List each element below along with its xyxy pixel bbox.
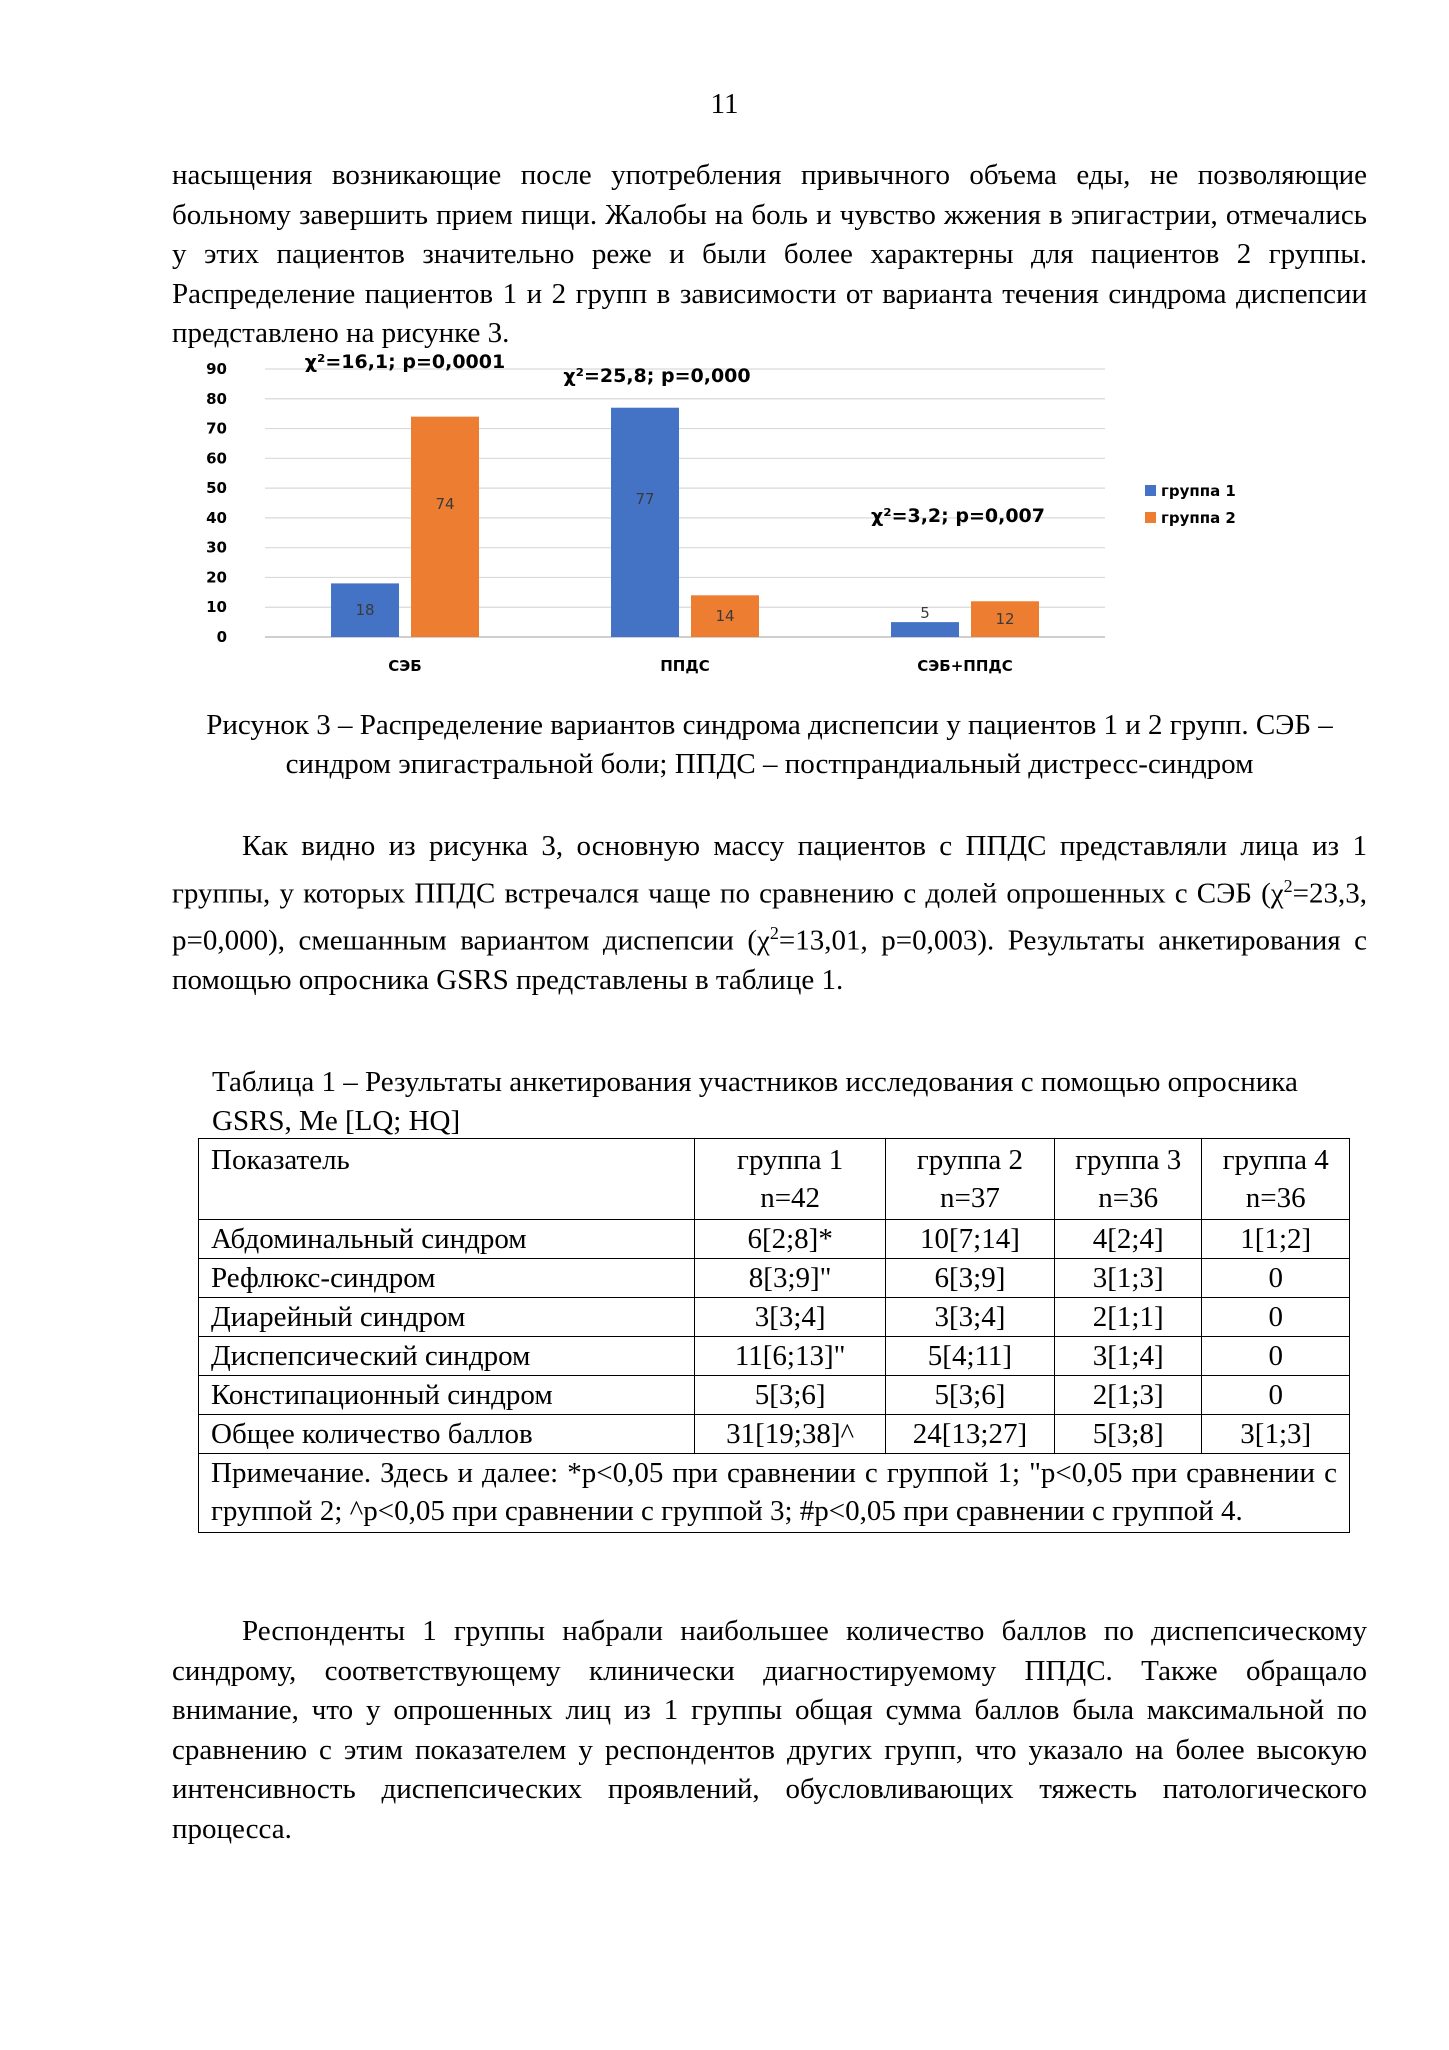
- y-tick-label: 80: [206, 389, 227, 408]
- y-tick-label: 50: [206, 479, 227, 498]
- cell-value: 5[3;8]: [1054, 1415, 1202, 1454]
- paragraph-discussion: Как видно из рисунка 3, основную массу пациентов с ППДС представляли лица из 1 группы, у которых ППДС встречался чаще по сравнению с долей опрошенных с СЭБ ($\chi^2=23,3$, p=0,000), смешанным вариантом диспепсии ($\chi^2=13,01$, p=0,003). Результаты анкетирования с помощью опросника GSRS представлены в таблице 1.: [172, 830, 1367, 996]
- table-note-row: [199, 1454, 1350, 1533]
- page-number: 11: [710, 88, 739, 120]
- row-name: Констипационный синдром: [199, 1376, 695, 1415]
- table-row: [199, 1259, 1350, 1298]
- bar: [411, 417, 479, 637]
- cell-value: 5[3;6]: [885, 1376, 1054, 1415]
- bar-value-label: 18: [355, 601, 375, 620]
- header-group-3: [1054, 1139, 1202, 1220]
- row-name: Абдоминальный синдром: [199, 1220, 695, 1259]
- figure-caption: Рисунок 3 – Распределение вариантов синдрома диспепсии у пациентов 1 и 2 групп. СЭБ – синдром эпигастральной боли; ППДС – постпрандиальный дистресс-синдром: [206, 709, 1333, 780]
- header-group-2-name: группа 2: [916, 1144, 1024, 1176]
- cell-value: 0: [1202, 1259, 1350, 1298]
- bar-chart-svg: [205, 352, 1345, 697]
- header-group-4-name: группа 4: [1222, 1144, 1329, 1176]
- bar: [611, 408, 679, 637]
- header-group-1: [695, 1139, 886, 1220]
- cell-value: 0: [1202, 1376, 1350, 1415]
- y-tick-label: 60: [206, 449, 227, 468]
- y-tick-label: 70: [206, 419, 227, 438]
- gsrs-table: [198, 1138, 1350, 1533]
- table-note: Примечание. Здесь и далее: *p<0,05 при сравнении с группой 1; "p<0,05 при сравнении с группой 2; ^p<0,05 при сравнении с группой 3; #p<0,05 при сравнении с группой 4.: [199, 1454, 1350, 1533]
- bar-value-label: 12: [995, 610, 1015, 629]
- table-row: [199, 1337, 1350, 1376]
- paragraph-intro: насыщения возникающие после употребления привычного объема еды, не позволяющие больному завершить прием пищи. Жалобы на боль и чувство жжения в эпигастрии, отмечались у этих пациентов значительно реже и были более характерны для пациентов 2 группы. Распределение пациентов 1 и 2 групп в зависимости от варианта течения синдрома диспепсии представлено на рисунке 3.: [172, 159, 1367, 349]
- cell-value: 3[3;4]: [695, 1298, 886, 1337]
- cell-value: 8[3;9]": [695, 1259, 886, 1298]
- y-tick-label: 30: [206, 538, 227, 557]
- table-row: [199, 1415, 1350, 1454]
- header-group-4-n: n=36: [1245, 1182, 1306, 1214]
- paragraph-conclusion: Респонденты 1 группы набрали наибольшее количество баллов по диспепсическому синдрому, соответствующему клинически диагностируемому ППДС. Также обращало внимание, что у опрошенных лиц из 1 группы общая сумма баллов была максимальной по сравнению с этим показателем у респондентов других групп, что указало на более высокую интенсивность диспепсических проявлений, обусловливающих тяжесть патологического процесса.: [172, 1615, 1367, 1845]
- cell-value: 6[2;8]*: [695, 1220, 886, 1259]
- table-caption: Таблица 1 – Результаты анкетирования участников исследования с помощью опросника GSRS, Me [LQ; HQ]: [212, 1066, 1298, 1137]
- row-name: Рефлюкс-синдром: [199, 1259, 695, 1298]
- legend-label: группа 2: [1161, 509, 1236, 527]
- bar-value-label: 14: [715, 607, 735, 626]
- y-tick-label: 90: [206, 360, 227, 378]
- header-group-2-n: n=37: [940, 1182, 1000, 1214]
- cell-value: 24[13;27]: [885, 1415, 1054, 1454]
- bar-value-label: 74: [435, 495, 455, 514]
- header-group-2: [885, 1139, 1054, 1220]
- chi-square-annotation: χ²=16,1; p=0,0001: [304, 352, 506, 373]
- bar-value-label: 5: [920, 604, 930, 623]
- y-tick-label: 0: [216, 628, 227, 646]
- header-group-1-name: группа 1: [737, 1144, 844, 1176]
- chi-square-annotation: χ²=25,8; p=0,000: [563, 365, 751, 387]
- category-label: СЭБ+ППДС: [917, 657, 1013, 675]
- cell-value: 2[1;1]: [1054, 1298, 1202, 1337]
- cell-value: 3[3;4]: [885, 1298, 1054, 1337]
- row-name: Общее количество баллов: [199, 1415, 695, 1454]
- row-name: Диспепсический синдром: [199, 1337, 695, 1376]
- cell-value: 5[4;11]: [885, 1337, 1054, 1376]
- header-group-3-n: n=36: [1098, 1182, 1159, 1214]
- row-name: Диарейный синдром: [199, 1298, 695, 1337]
- table-row: [199, 1376, 1350, 1415]
- cell-value: 31[19;38]^: [695, 1415, 886, 1454]
- bar: [891, 622, 959, 637]
- bar-value-label: 77: [635, 490, 655, 509]
- cell-value: 4[2;4]: [1054, 1220, 1202, 1259]
- cell-value: 2[1;3]: [1054, 1376, 1202, 1415]
- cell-value: 10[7;14]: [885, 1220, 1054, 1259]
- cell-value: 3[1;3]: [1054, 1259, 1202, 1298]
- header-group-1-n: n=42: [760, 1182, 821, 1214]
- category-label: СЭБ: [388, 657, 422, 675]
- legend-label: группа 1: [1161, 482, 1236, 500]
- cell-value: 3[1;3]: [1202, 1415, 1350, 1454]
- table-row: [199, 1298, 1350, 1337]
- header-group-3-name: группа 3: [1075, 1144, 1182, 1176]
- legend-swatch: [1145, 512, 1156, 523]
- cell-value: 6[3;9]: [885, 1259, 1054, 1298]
- cell-value: 1[1;2]: [1202, 1220, 1350, 1259]
- header-group-4: [1202, 1139, 1350, 1220]
- legend-swatch: [1145, 485, 1156, 496]
- cell-value: 11[6;13]": [695, 1337, 886, 1376]
- y-tick-label: 20: [206, 568, 227, 587]
- table-row: [199, 1220, 1350, 1259]
- header-indicator: Показатель: [199, 1139, 695, 1220]
- table-header-row: [199, 1139, 1350, 1220]
- cell-value: 3[1;4]: [1054, 1337, 1202, 1376]
- bar-chart-figure-3: [205, 352, 1345, 697]
- cell-value: 5[3;6]: [695, 1376, 886, 1415]
- y-tick-label: 10: [206, 598, 227, 617]
- category-label: ППДС: [660, 657, 710, 675]
- cell-value: 0: [1202, 1298, 1350, 1337]
- y-tick-label: 40: [206, 508, 227, 527]
- cell-value: 0: [1202, 1337, 1350, 1376]
- chi-square-annotation: χ²=3,2; p=0,007: [871, 505, 1045, 527]
